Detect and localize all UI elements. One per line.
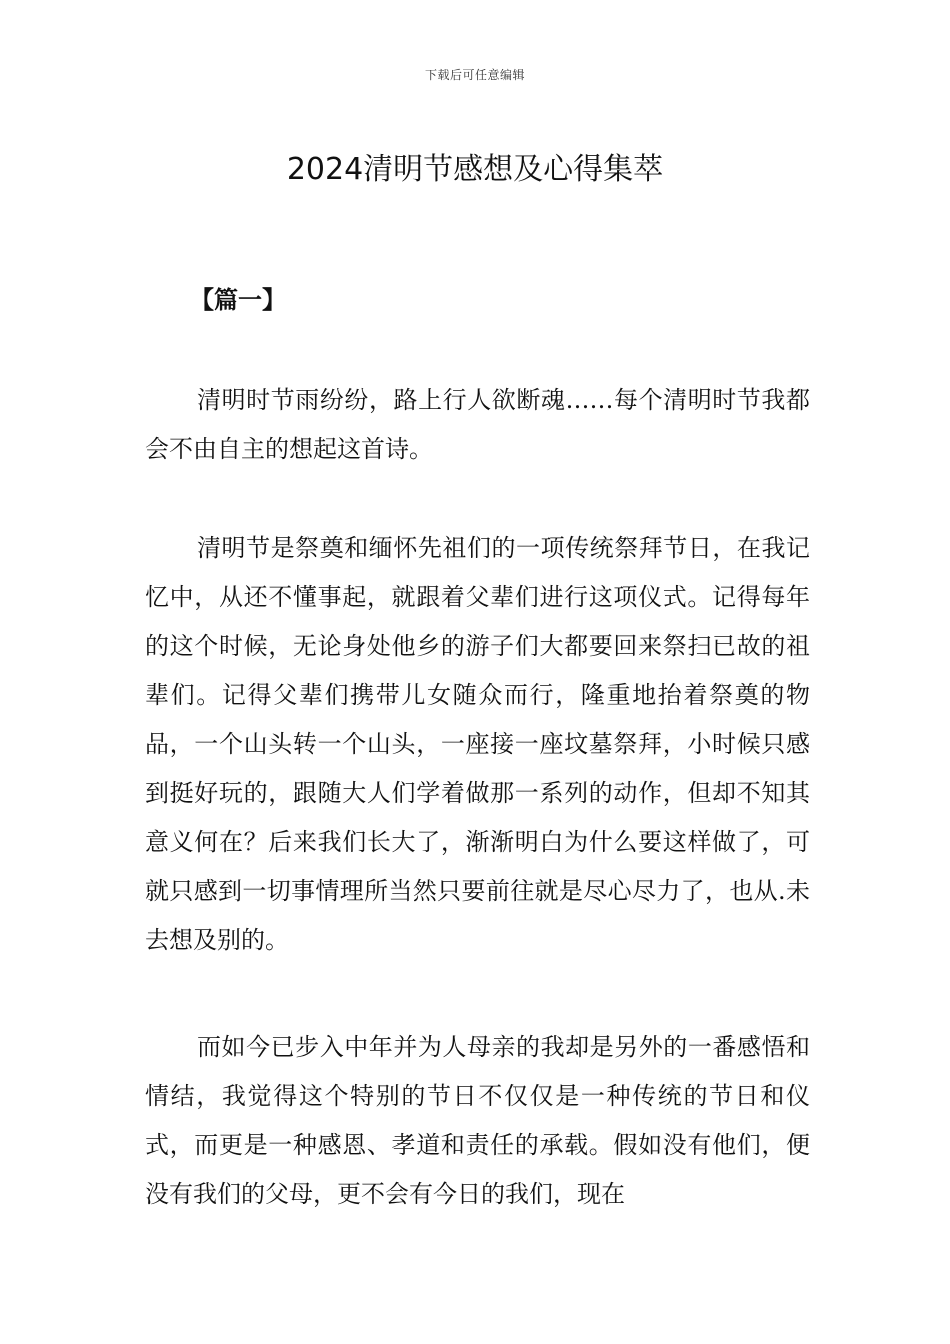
paragraph-1: 清明时节雨纷纷，路上行人欲断魂……每个清明时节我都会不由自主的想起这首诗。 [145,386,810,463]
paragraph-3: 而如今已步入中年并为人母亲的我却是另外的一番感悟和情结，我觉得这个特别的节日不仅仅是一种传统的节日和仪式，而更是一种感恩、孝道和责任的承载。假如没有他们，便没有我们的父母，更不会有今日的我们，现在 [145,1033,810,1208]
section-label: 【篇一】 [190,286,286,314]
page-title: 2024清明节感想及心得集萃 [286,152,664,188]
paragraph-2: 清明节是祭奠和缅怀先祖们的一项传统祭拜节日，在我记忆中，从还不懂事起，就跟着父辈们进行这项仪式。记得每年的这个时候，无论身处他乡的游子们大都要回来祭扫已故的祖辈们。记得父辈们携带儿女随众而行，隆重地抬着祭奠的物品，一个山头转一个山头，一座接一座坟墓祭拜，小时候只感到挺好玩的，跟随大人们学着做那一系列的动作，但却不知其意义何在？后来我们长大了，渐渐明白为什么要这样做了，可就只感到一切事情理所当然只要前往就是尽心尽力了，也从.未去想及别的。 [145,534,810,954]
header-note: 下载后可任意编辑 [424,68,525,82]
